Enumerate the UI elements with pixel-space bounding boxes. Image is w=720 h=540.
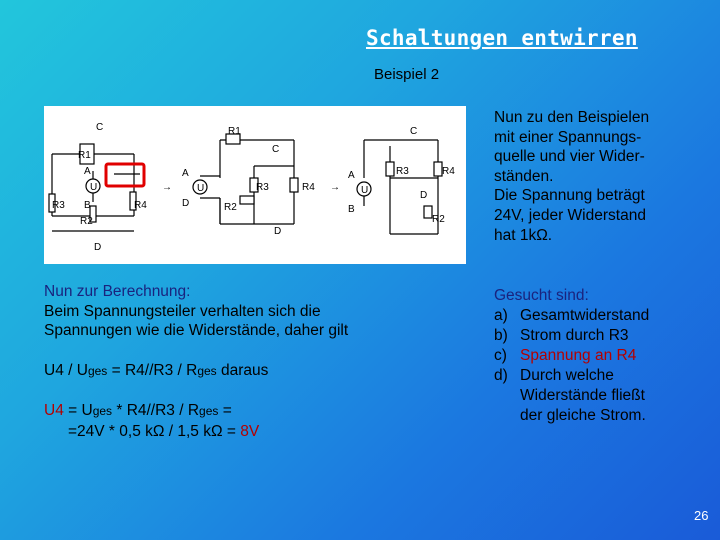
- intro-line: Nun zu den Beispielen: [494, 109, 650, 126]
- calculation-block: [44, 282, 464, 442]
- label-r2-2: R2: [224, 202, 237, 213]
- f3-part: =24V * 0,5 kΩ / 1,5 kΩ =: [68, 422, 241, 440]
- circuit-diagram: [44, 106, 466, 264]
- label-r4-2: R4: [302, 182, 315, 193]
- gesucht-text: Durch welche: [520, 367, 614, 384]
- label-r1-1: R1: [78, 150, 91, 161]
- gesucht-block: [494, 286, 714, 426]
- f1-part: = R4//R3 / R: [107, 361, 198, 379]
- intro-line: ständen.: [494, 167, 554, 185]
- circuit-svg: [44, 106, 466, 264]
- slide-title: Schaltungen entwirren: [366, 26, 638, 50]
- gesucht-marker: a): [494, 307, 508, 324]
- gesucht-text: Strom durch R3: [520, 327, 629, 344]
- label-d1: D: [94, 242, 102, 253]
- gesucht-list: [494, 306, 714, 426]
- label-r4-1: R4: [134, 200, 147, 211]
- slide-subtitle: Beispiel 2: [374, 66, 440, 83]
- label-r3-1: R3: [52, 200, 65, 211]
- gesucht-heading: Gesucht sind:: [494, 287, 589, 304]
- label-r2-1: R2: [80, 216, 93, 227]
- intro-line: 24V, jeder Widerstand: [494, 206, 646, 224]
- label-c1: C: [96, 122, 104, 133]
- label-a2: A: [182, 168, 189, 179]
- f3-result: 8V: [240, 422, 260, 440]
- intro-line: mit einer Spannungs-: [494, 128, 642, 146]
- f2-part: * R4//R3 / R: [112, 402, 200, 420]
- label-u1: U: [90, 182, 98, 193]
- intro-line: Die Spannung beträgt: [494, 187, 645, 205]
- gesucht-text: Spannung an R4: [520, 347, 637, 364]
- f2-part: =: [218, 402, 232, 420]
- f1-part: daraus: [216, 361, 269, 379]
- f2-part: = U: [63, 402, 93, 420]
- gesucht-item: [494, 366, 714, 386]
- formula-2: [44, 401, 464, 422]
- formula-3: [44, 422, 464, 442]
- calc-line: Beim Spannungsteiler verhalten sich die: [44, 302, 321, 320]
- label-c2: C: [272, 144, 280, 155]
- gesucht-text: Widerstände fließt: [520, 387, 645, 404]
- label-u2: U: [197, 183, 205, 194]
- gesucht-marker: d): [494, 367, 508, 384]
- label-r3-3: R3: [396, 166, 409, 177]
- f1-sub: ges: [87, 363, 108, 378]
- label-r1-2: R1: [228, 126, 241, 137]
- gesucht-marker: c): [494, 347, 507, 364]
- intro-text: [494, 108, 714, 245]
- page-number: 26: [694, 508, 709, 523]
- gesucht-marker: [494, 406, 520, 426]
- f2-sub: ges: [199, 404, 219, 419]
- f2-red: U4: [44, 402, 64, 420]
- calc-heading: Nun zur Berechnung:: [44, 283, 191, 300]
- label-d3: D: [274, 226, 282, 237]
- label-a3: A: [348, 170, 355, 181]
- arrow-1: →: [162, 182, 172, 193]
- label-r2-3: R2: [432, 214, 445, 225]
- label-d4: D: [420, 190, 428, 201]
- gesucht-item: [494, 386, 714, 406]
- gesucht-item: [494, 326, 714, 346]
- label-r3-2: R3: [256, 182, 269, 193]
- label-c3: C: [410, 126, 418, 137]
- label-b3: B: [348, 204, 355, 215]
- f2-sub: ges: [92, 404, 113, 419]
- label-r4-3: R4: [442, 166, 455, 177]
- gesucht-item: [494, 306, 714, 326]
- label-u3: U: [361, 185, 369, 196]
- label-b1: B: [84, 200, 91, 211]
- intro-line: hat 1kΩ.: [494, 226, 553, 244]
- gesucht-marker: b): [494, 327, 508, 344]
- label-a1: A: [84, 166, 91, 177]
- gesucht-marker: [494, 386, 520, 406]
- intro-line: quelle und vier Wider-: [494, 148, 645, 166]
- calc-line: Spannungen wie die Widerstände, daher gilt: [44, 322, 349, 340]
- gesucht-item: [494, 406, 714, 426]
- label-d2: D: [182, 198, 190, 209]
- gesucht-text: der gleiche Strom.: [520, 407, 646, 424]
- formula-1: [44, 361, 464, 382]
- gesucht-text: Gesamtwiderstand: [520, 307, 650, 324]
- f1-sub: ges: [197, 363, 217, 378]
- f1-part: U4 / U: [44, 361, 88, 379]
- gesucht-item: [494, 346, 714, 366]
- arrow-2: →: [330, 182, 340, 193]
